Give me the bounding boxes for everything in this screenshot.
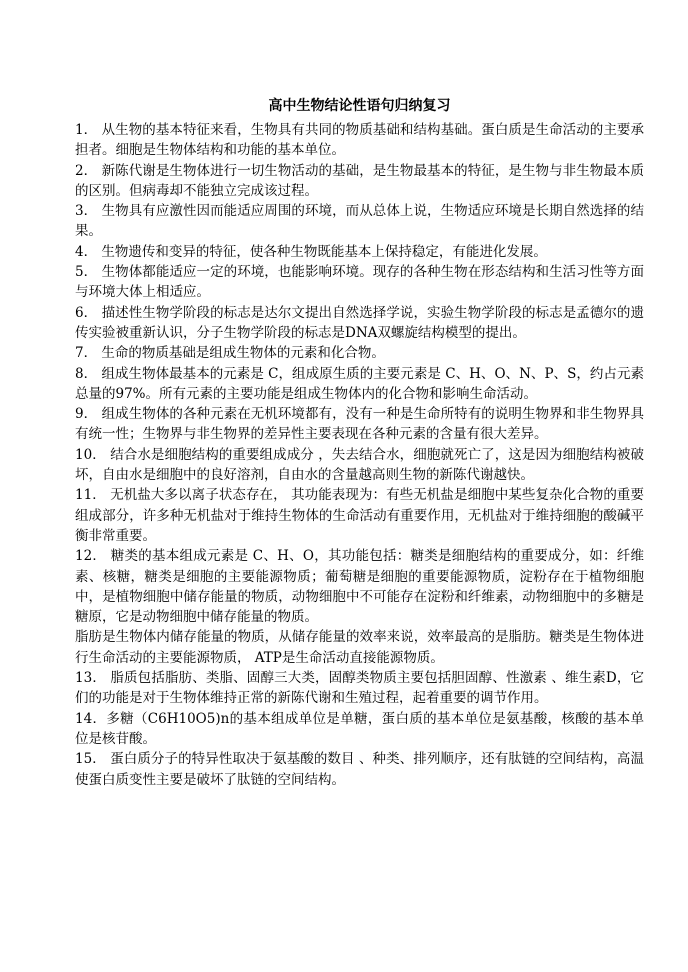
paragraph-12: 12． 糖类的基本组成元素是 C、H、O，其功能包括：糖类是细胞结构的重要成分，如：纤维素、核糖，糖类是细胞的主要能源物质；葡萄糖是细胞的重要能源物质，淀粉存在于植物细胞中，是植物细胞中储存能量的物质，动物细胞中不可能存在淀粉和纤维素，动物细胞中的多糖是糖原，它是动物细胞中储存能量的物质。 xyxy=(75,548,644,626)
document-title: 高中生物结论性语句归纳复习 xyxy=(268,98,451,114)
paragraph-5: 5． 生物体都能适应一定的环境，也能影响环境。现存的各种生物在形态结构和生活习性等方面与环境大体上相适应。 xyxy=(75,264,644,301)
paragraph-11: 11． 无机盐大多以离子状态存在， 其功能表现为：有些无机盐是细胞中某些复杂化合物的重要组成部分，许多种无机盐对于维持生物体的生命活动有重要作用，无机盐对于维持细胞的酸碱平衡非常重要。 xyxy=(75,487,644,544)
paragraph-8: 8． 组成生物体最基本的元素是 C，组成原生质的主要元素是 C、H、O、N、P、S，约占元素总量的97%。所有元素的主要功能是组成生物体内的化合物和影响生命活动。 xyxy=(75,365,644,402)
paragraph-6: 6． 描述性生物学阶段的标志是达尔文提出自然选择学说，实验生物学阶段的标志是孟德尔的遗传实验被重新认识，分子生物学阶段的标志是DNA双螺旋结构模型的提出。 xyxy=(75,304,644,341)
paragraph-10: 10． 结合水是细胞结构的重要组成成分 ，失去结合水，细胞就死亡了，这是因为细胞结构被破坏，自由水是细胞中的良好溶剂，自由水的含量越高则生物的新陈代谢越快。 xyxy=(75,446,644,484)
paragraph-14: 14．多糖（C6H10O5)n的基本组成单位是单糖，蛋白质的基本单位是氨基酸，核酸的基本单位是核苷酸。 xyxy=(75,710,644,747)
paragraph-9: 9． 组成生物体的各种元素在无机环境都有，没有一种是生命所特有的说明生物界和非生物界具有统一性；生物界与非生物界的差异性主要表现在各种元素的含量有很大差异。 xyxy=(75,406,644,443)
paragraph-13: 13． 脂质包括脂肪、类脂、固醇三大类，固醇类物质主要包括胆固醇、性激素 、维生素D，它们的功能是对于生物体维持正常的新陈代谢和生殖过程，起着重要的调节作用。 xyxy=(75,670,644,707)
paragraph-3: 3． 生物具有应激性因而能适应周围的环境，而从总体上说，生物适应环境是长期自然选择的结果。 xyxy=(75,203,644,240)
paragraph-12-continued: 脂肪是生物体内储存能量的物质，从储存能量的效率来说，效率最高的是脂肪。糖类是生物体进行生命活动的主要能源物质， ATP是生命活动直接能源物质。 xyxy=(75,629,644,666)
paragraph-2: 2． 新陈代谢是生物体进行一切生物活动的基础，是生物最基本的特征，是生物与非生物最本质的区别。但病毒却不能独立完成该过程。 xyxy=(75,162,644,199)
paragraph-7: 7． 生命的物质基础是组成生物体的元素和化合物。 xyxy=(75,345,385,362)
paragraph-1: 1． 从生物的基本特征来看，生物具有共同的物质基础和结构基础。蛋白质是生命活动的主要承担者。细胞是生物体结构和功能的基本单位。 xyxy=(75,122,644,159)
paragraph-15: 15． 蛋白质分子的特异性取决于氨基酸的数目 、种类、排列顺序，还有肽链的空间结构，高温使蛋白质变性主要是破坏了肽链的空间结构。 xyxy=(75,751,644,788)
paragraph-4: 4． 生物遗传和变异的特征，使各种生物既能基本上保持稳定，有能进化发展。 xyxy=(75,243,547,260)
